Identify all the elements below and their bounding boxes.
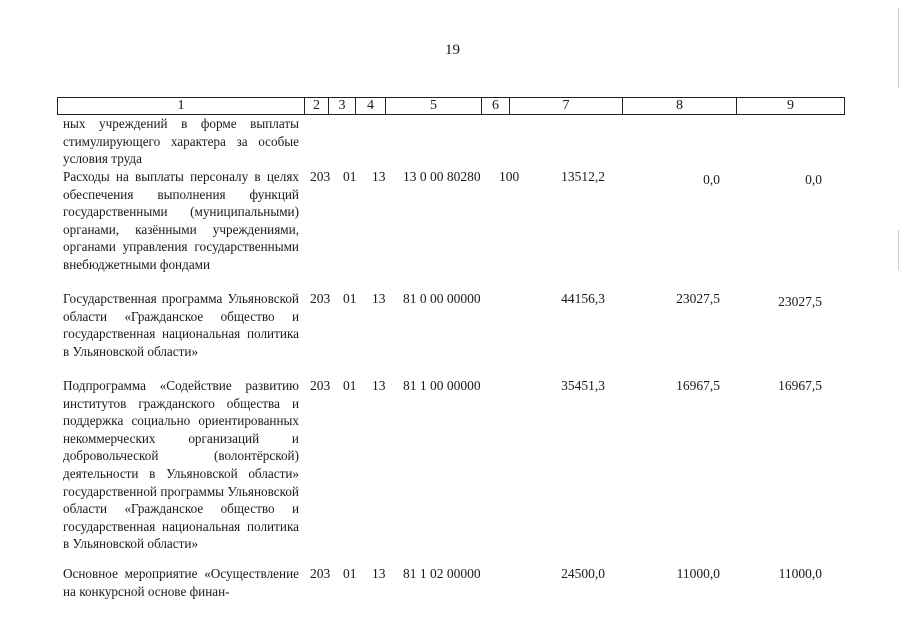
row-col-6: 100	[499, 169, 520, 184]
row-col-5: 81 1 00 00000	[403, 378, 481, 393]
header-col-6: 6	[482, 98, 510, 114]
header-col-2: 2	[305, 98, 329, 114]
row-col-7: 13512,2	[561, 169, 605, 184]
row-col-5: 81 1 02 00000	[403, 566, 481, 581]
row-col-4: 13	[372, 378, 386, 393]
header-col-8: 8	[623, 98, 737, 114]
row-col-7: 24500,0	[561, 566, 605, 581]
row-col-3: 01	[343, 169, 357, 184]
row-col-4: 13	[372, 169, 386, 184]
row-col-4: 13	[372, 566, 386, 581]
scan-edge-mark	[898, 230, 899, 270]
row-name: Основное мероприятие «Осуществление на конкурсной основе финан-	[63, 566, 299, 599]
row-col-8: 16967,5	[676, 378, 720, 393]
row-name: Государственная программа Ульяновской области «Гражданское общество и государственная национальная политика в Ульяновской области»	[63, 291, 299, 359]
row-col-9: 23027,5	[778, 294, 822, 309]
row-col-5: 81 0 00 00000	[403, 291, 481, 306]
header-col-7: 7	[510, 98, 623, 114]
row-col-9: 11000,0	[778, 566, 822, 581]
row-col-3: 01	[343, 566, 357, 581]
row-col-8: 23027,5	[676, 291, 720, 306]
row-name: Расходы на выплаты персоналу в целях обеспечения выполнения функций государственными (муниципальными) органами, казёнными учреждениями, органами управления государственными внебюджетными фондами	[63, 169, 299, 272]
row-col-3: 01	[343, 378, 357, 393]
header-col-4: 4	[356, 98, 386, 114]
row-col-7: 44156,3	[561, 291, 605, 306]
header-col-9: 9	[787, 98, 794, 113]
header-col-1: 1	[58, 98, 305, 114]
header-col-3: 3	[329, 98, 356, 114]
row-col-2: 203	[310, 378, 331, 393]
row-col-3: 01	[343, 291, 357, 306]
row-col-8: 0,0	[703, 172, 720, 187]
row-col-2: 203	[310, 291, 331, 306]
row-name: Подпрограмма «Содействие развитию институтов гражданского общества и поддержка социально ориентированных некоммерческих организаций и добровольческой (волонтёрской) деятельности в Ульяновской области» государственной программы Ульяновской области «Гражданское общество и государственная национальная политика в Ульяновской области»	[63, 378, 299, 552]
row-col-8: 11000,0	[676, 566, 720, 581]
page-number: 19	[445, 42, 460, 58]
header-col-5: 5	[386, 98, 482, 114]
row-col-2: 203	[310, 566, 331, 581]
table-header	[57, 97, 845, 115]
row-name: ных учреждений в форме выплаты стимулирующего характера за особые условия труда	[63, 116, 299, 167]
row-col-9: 16967,5	[778, 378, 822, 393]
row-col-2: 203	[310, 169, 331, 184]
row-col-7: 35451,3	[561, 378, 605, 393]
scan-edge-mark	[898, 8, 899, 88]
row-col-4: 13	[372, 291, 386, 306]
row-col-9: 0,0	[805, 172, 822, 187]
row-col-5: 13 0 00 80280	[403, 169, 481, 184]
